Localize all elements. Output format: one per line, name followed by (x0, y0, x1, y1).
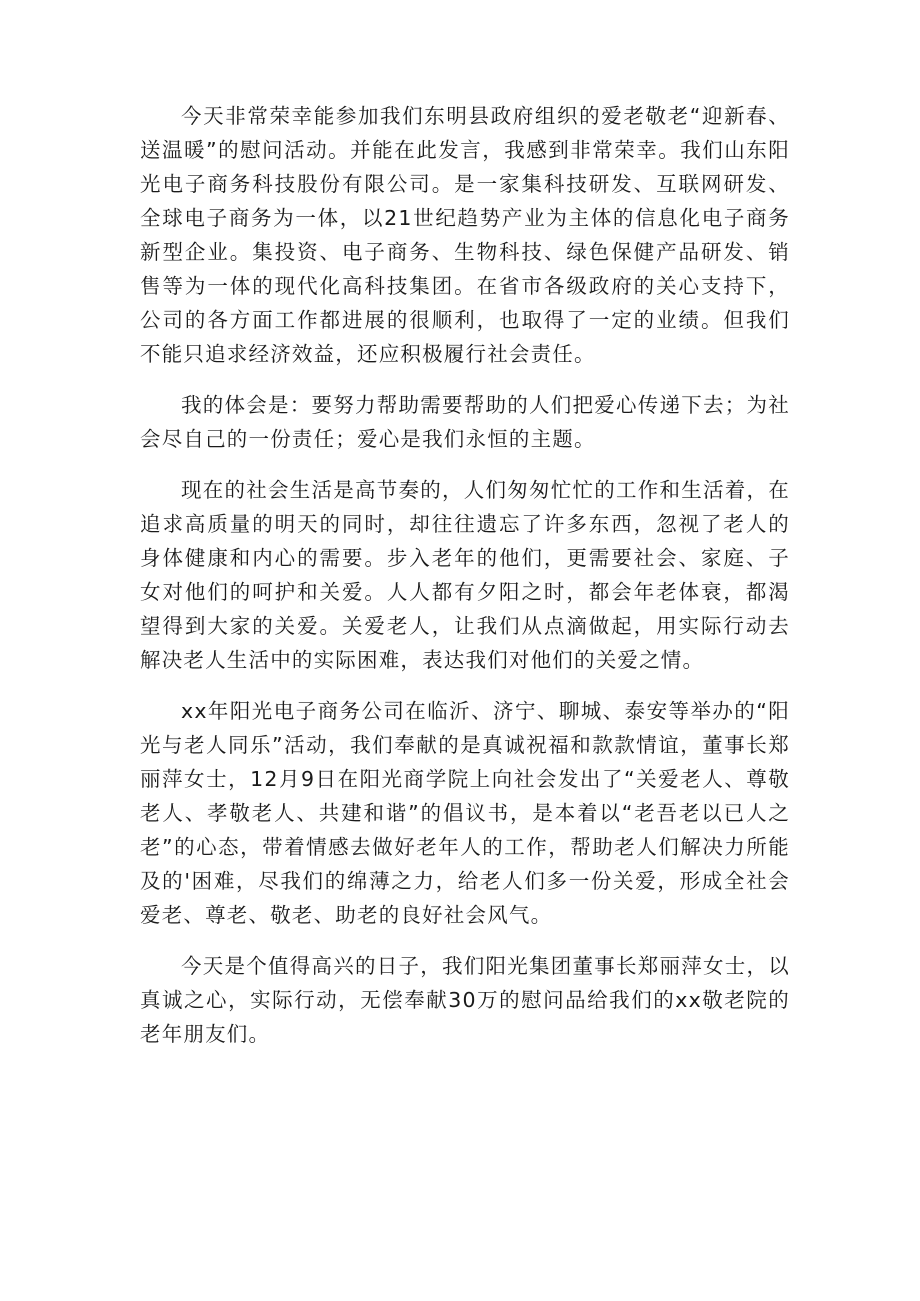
paragraph-1: 今天非常荣幸能参加我们东明县政府组织的爱老敬老“迎新春、送温暖”的慰问活动。并能在此发言，我感到非常荣幸。我们山东阳光电子商务科技股份有限公司。是一家集科技研发、互联网研发、全球电子商务为一体，以21世纪趋势产业为主体的信息化电子商务新型企业。集投资、电子商务、生物科技、绿色保健产品研发、销售等为一体的现代化高科技集团。在省市各级政府的关心支持下，公司的各方面工作都进展的很顺利，也取得了一定的业绩。但我们不能只追求经济效益，还应积极履行社会责任。 (140, 104, 790, 366)
paragraph-5: 今天是个值得高兴的日子，我们阳光集团董事长郑丽萍女士，以真诚之心，实际行动，无偿奉献30万的慰问品给我们的xx敬老院的老年朋友们。 (140, 954, 790, 1046)
document-body (140, 99, 790, 1068)
paragraph-2: 我的体会是：要努力帮助需要帮助的人们把爱心传递下去；为社会尽自己的一份责任；爱心是我们永恒的主题。 (140, 393, 790, 451)
paragraph-4: xx年阳光电子商务公司在临沂、济宁、聊城、泰安等举办的“阳光与老人同乐”活动，我们奉献的是真诚祝福和款款情谊，董事长郑丽萍女士，12月9日在阳光商学院上向社会发出了“关爱老人、尊敬老人、孝敬老人、共建和谐”的倡议书，是本着以“老吾老以已人之老”的心态，带着情感去做好老年人的工作，帮助老人们解决力所能及的'困难，尽我们的绵薄之力，给老人们多一份关爱，形成全社会爱老、尊老、敬老、助老的良好社会风气。 (140, 699, 790, 927)
paragraph-3: 现在的社会生活是高节奏的，人们匆匆忙忙的工作和生活着，在追求高质量的明天的同时，却往往遗忘了许多东西，忽视了老人的身体健康和内心的需要。步入老年的他们，更需要社会、家庭、子女对他们的呵护和关爱。人人都有夕阳之时，都会年老体衰，都渴望得到大家的关爱。关爱老人，让我们从点滴做起，用实际行动去解决老人生活中的实际困难，表达我们对他们的关爱之情。 (140, 478, 790, 672)
